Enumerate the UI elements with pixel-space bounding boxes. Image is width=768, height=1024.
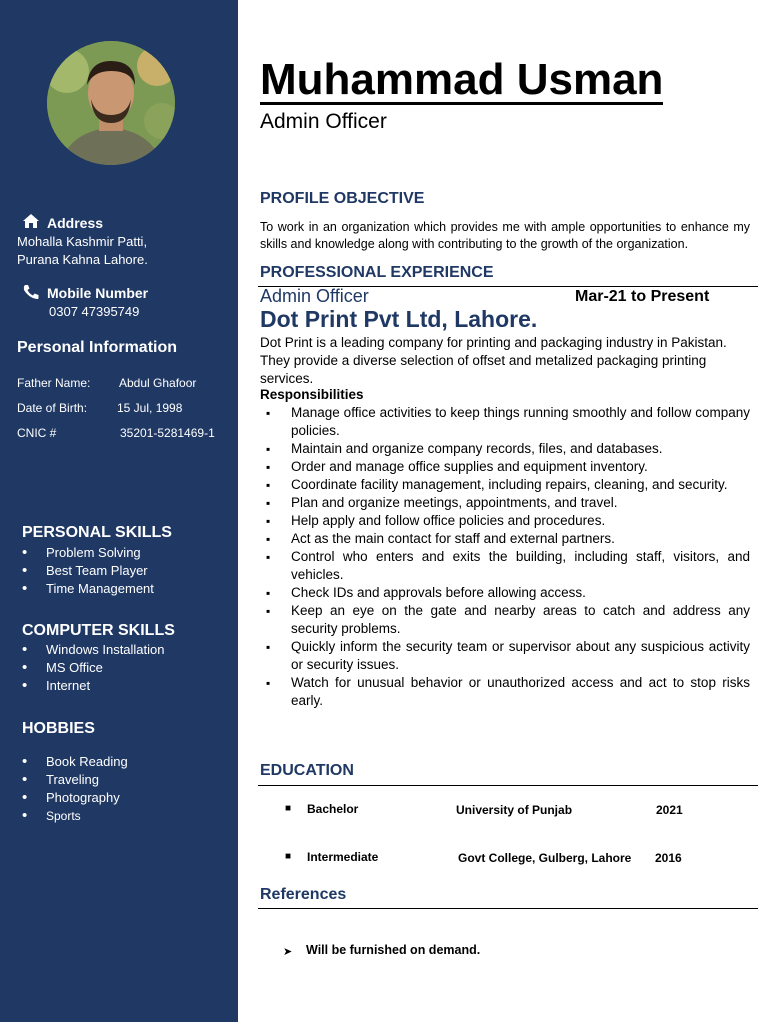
responsibilities-title: Responsibilities — [260, 387, 364, 402]
profile-objective-text: To work in an organization which provides me with ample opportunities to enhance my skills and knowledge along with contributing to the growth of the organization. — [260, 220, 750, 251]
list-item: ▪ Check IDs and approvals before allowing access. — [260, 584, 750, 602]
profile-photo — [47, 41, 175, 165]
address-line-1: Mohalla Kashmir Patti, — [17, 234, 148, 249]
list-item: ▪ Plan and organize meetings, appointments, and travel. — [260, 494, 750, 512]
father-name-label: Father Name: — [17, 376, 91, 390]
father-name-value: Abdul Ghafoor — [119, 376, 197, 390]
dob-value: 15 Jul, 1998 — [117, 401, 183, 415]
education-title: EDUCATION — [260, 762, 354, 779]
hobbies-list — [0, 753, 128, 825]
dob-label: Date of Birth: — [17, 401, 88, 415]
list-item: ▪ Keep an eye on the gate and nearby areas to catch and address any security problems. — [260, 602, 750, 638]
list-item: ▪ Coordinate facility management, including repairs, cleaning, and security. — [260, 476, 750, 494]
list-item: ▪ Help apply and follow office policies and procedures. — [260, 512, 750, 530]
responsibilities-list — [260, 404, 750, 710]
section-divider — [258, 785, 758, 786]
list-item: ▪ Manage office activities to keep things running smoothly and follow company policies. — [260, 404, 750, 440]
candidate-name: Muhammad Usman — [260, 55, 664, 104]
square-bullet-icon: ■ — [285, 851, 292, 862]
company-name: Dot Print Pvt Ltd, Lahore. — [260, 306, 538, 332]
home-icon — [22, 213, 40, 234]
personal-info-title: Personal Information — [17, 339, 178, 356]
references-title: References — [260, 886, 347, 903]
section-divider — [258, 908, 758, 909]
computer-skills-list — [0, 641, 165, 695]
address-line-2: Purana Kahna Lahore. — [17, 252, 148, 267]
mobile-label: Mobile Number — [47, 285, 149, 301]
sidebar — [0, 0, 238, 1022]
list-item: ▪ Order and manage office supplies and equipment inventory. — [260, 458, 750, 476]
cnic-value: 35201-5281469-1 — [120, 426, 215, 440]
profile-objective-title: PROFILE OBJECTIVE — [260, 190, 425, 207]
education-year: 2016 — [655, 851, 682, 865]
list-item: • Book Reading — [0, 753, 128, 771]
list-item: • Best Team Player — [0, 562, 154, 580]
address-label: Address — [47, 215, 104, 231]
list-item: ▪ Watch for unusual behavior or unauthorized access and act to stop risks early. — [260, 674, 750, 710]
arrow-bullet-icon: ➤ — [283, 946, 293, 958]
references-text: Will be furnished on demand. — [306, 943, 481, 957]
list-item: • MS Office — [0, 659, 165, 677]
education-institute: University of Punjab — [456, 803, 573, 817]
list-item: ▪ Quickly inform the security team or supervisor about any suspicious activity or security issues. — [260, 638, 750, 674]
phone-icon — [22, 284, 40, 305]
list-item: • Problem Solving — [0, 544, 154, 562]
job-dates: Mar-21 to Present — [575, 288, 710, 305]
experience-title: PROFESSIONAL EXPERIENCE — [260, 264, 494, 281]
cnic-label: CNIC # — [17, 426, 57, 440]
list-item: • Time Management — [0, 580, 154, 598]
mobile-value: 0307 47395749 — [49, 304, 140, 319]
square-bullet-icon: ■ — [285, 803, 292, 814]
education-degree: Bachelor — [307, 802, 359, 816]
education-institute: Govt College, Gulberg, Lahore — [458, 851, 632, 865]
education-degree: Intermediate — [307, 850, 379, 864]
candidate-role: Admin Officer — [260, 110, 387, 133]
personal-skills-title: PERSONAL SKILLS — [22, 524, 172, 541]
list-item: • Sports — [0, 807, 128, 825]
person-photo-icon — [47, 41, 175, 165]
education-year: 2021 — [656, 803, 683, 817]
hobbies-title: HOBBIES — [22, 720, 95, 737]
computer-skills-title: COMPUTER SKILLS — [22, 622, 175, 639]
company-description: Dot Print is a leading company for printing and packaging industry in Pakistan. They provide a diverse selection of offset and metalized packaging printing services. — [260, 335, 727, 386]
list-item: ▪ Maintain and organize company records, files, and databases. — [260, 440, 750, 458]
list-item: • Photography — [0, 789, 128, 807]
list-item: ▪ Control who enters and exits the building, including staff, visitors, and vehicles. — [260, 548, 750, 584]
personal-skills-list — [0, 544, 154, 598]
list-item: • Internet — [0, 677, 165, 695]
list-item: ▪ Act as the main contact for staff and external partners. — [260, 530, 750, 548]
job-title: Admin Officer — [260, 286, 369, 306]
list-item: • Windows Installation — [0, 641, 165, 659]
main-content — [238, 0, 768, 1024]
list-item: • Traveling — [0, 771, 128, 789]
